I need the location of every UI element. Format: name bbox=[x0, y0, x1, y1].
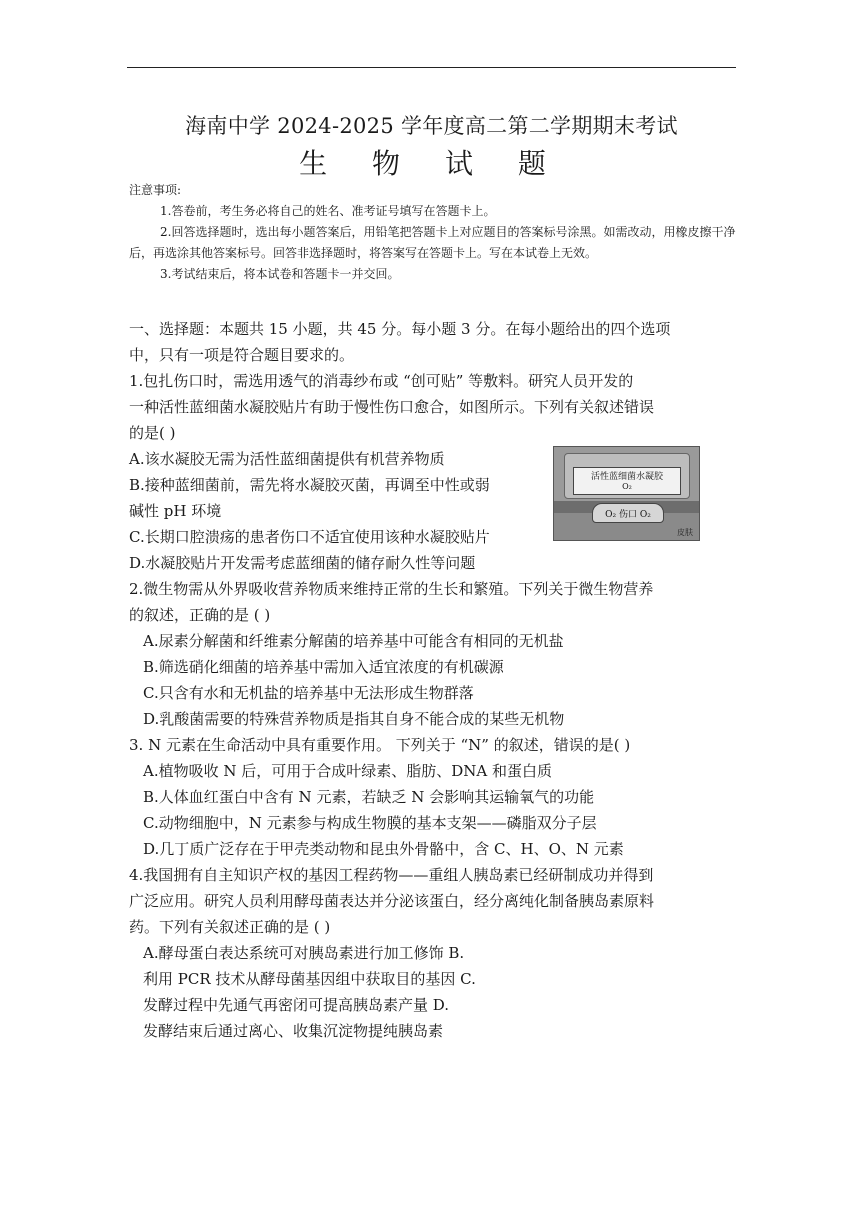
question-2-option-c: C.只含有水和无机盐的培养基中无法形成生物群落 bbox=[143, 684, 474, 702]
hydrogel-label: 活性蓝细菌水凝胶 bbox=[590, 472, 663, 482]
notes-item: 2.回答选择题时，选出每小题答案后，用铅笔把答题卡上对应题目的答案标号涂黑。如需改动，用橡皮擦干净后，再选涂其他答案标号。回答非选择题时，将答案写在答题卡上。写在本试卷上无效。 bbox=[129, 225, 736, 260]
question-1-stem: 的是( ) bbox=[129, 424, 176, 442]
question-1-option-d: D.水凝胶贴片开发需考虑蓝细菌的储存耐久性等问题 bbox=[129, 554, 476, 572]
section-heading: 中，只有一项是符合题目要求的。 bbox=[129, 346, 355, 364]
question-4-stem: 药。下列有关叙述正确的是 ( ) bbox=[129, 918, 331, 936]
wound-area bbox=[592, 503, 664, 523]
question-2-option-d: D.乳酸菌需要的特殊营养物质是指其自身不能合成的某些无机物 bbox=[143, 710, 565, 728]
question-1-option-c: C.长期口腔溃疡的患者伤口不适宜使用该种水凝胶贴片 bbox=[129, 528, 490, 546]
section-heading: 一、选择题：本题共 15 小题，共 45 分。每小题 3 分。在每小题给出的四个选项 bbox=[129, 320, 671, 338]
hydrogel-patch-figure bbox=[553, 446, 700, 541]
question-3-stem: 3. N 元素在生命活动中具有重要作用。 下列关于 “N” 的叙述，错误的是( ) bbox=[129, 736, 631, 754]
notes-heading: 注意事项: bbox=[129, 183, 182, 197]
notes-item: 1.答卷前，考生务必将自己的姓名、准考证号填写在答题卡上。 bbox=[160, 204, 496, 218]
question-3-option-b: B.人体血红蛋白中含有 N 元素，若缺乏 N 会影响其运输氧气的功能 bbox=[143, 788, 595, 806]
question-3-option-c: C.动物细胞中，N 元素参与构成生物膜的基本支架——磷脂双分子层 bbox=[143, 814, 597, 832]
wound-label: O₂ 伤口 O₂ bbox=[605, 510, 651, 520]
subject-title: 生 物 试 题 bbox=[299, 147, 564, 180]
question-4-option-line: 发酵过程中先通气再密闭可提高胰岛素产量 D. bbox=[143, 996, 450, 1014]
question-2-stem: 2.微生物需从外界吸收营养物质来维持正常的生长和繁殖。下列关于微生物营养 bbox=[129, 580, 654, 598]
hydrogel-layer bbox=[573, 467, 681, 495]
skin-label: 皮肤 bbox=[677, 528, 693, 537]
question-1-option-a: A.该水凝胶无需为活性蓝细菌提供有机营养物质 bbox=[129, 450, 445, 468]
oxygen-label: O₂ bbox=[622, 482, 632, 491]
question-4-option-line: 利用 PCR 技术从酵母菌基因组中获取目的基因 C. bbox=[143, 970, 476, 988]
question-1-option-b: B.接种蓝细菌前，需先将水凝胶灭菌，再调至中性或弱 bbox=[129, 476, 490, 494]
question-2-option-a: A.尿素分解菌和纤维素分解菌的培养基中可能含有相同的无机盐 bbox=[143, 632, 564, 650]
question-1-stem: 1.包扎伤口时，需选用透气的消毒纱布或 “创可贴” 等敷料。研究人员开发的 bbox=[129, 372, 634, 390]
exam-notes bbox=[129, 180, 739, 285]
question-2-option-b: B.筛选硝化细菌的培养基中需加入适宜浓度的有机碳源 bbox=[143, 658, 504, 676]
exam-title: 海南中学 2024-2025 学年度高二第二学期期末考试 bbox=[185, 114, 678, 138]
header-rule bbox=[127, 67, 736, 68]
question-4-option-line: 发酵结束后通过离心、收集沉淀物提纯胰岛素 bbox=[143, 1022, 444, 1040]
question-4-stem: 广泛应用。研究人员利用酵母菌表达并分泌该蛋白，经分离纯化制备胰岛素原料 bbox=[129, 892, 655, 910]
question-section bbox=[129, 316, 739, 1044]
question-1-option-b: 碱性 pH 环境 bbox=[129, 502, 222, 520]
patch-outer-layer bbox=[564, 453, 690, 499]
question-3-option-a: A.植物吸收 N 后，可用于合成叶绿素、脂肪、DNA 和蛋白质 bbox=[143, 762, 553, 780]
question-3-option-d: D.几丁质广泛存在于甲壳类动物和昆虫外骨骼中，含 C、H、O、N 元素 bbox=[143, 840, 624, 858]
notes-item: 3.考试结束后，将本试卷和答题卡一并交回。 bbox=[160, 267, 400, 281]
question-1-stem: 一种活性蓝细菌水凝胶贴片有助于慢性伤口愈合，如图所示。下列有关叙述错误 bbox=[129, 398, 655, 416]
question-2-stem: 的叙述，正确的是 ( ) bbox=[129, 606, 271, 624]
question-4-stem: 4.我国拥有自主知识产权的基因工程药物——重组人胰岛素已经研制成功并得到 bbox=[129, 866, 654, 884]
question-4-option-line: A.酵母蛋白表达系统可对胰岛素进行加工修饰 B. bbox=[143, 944, 465, 962]
